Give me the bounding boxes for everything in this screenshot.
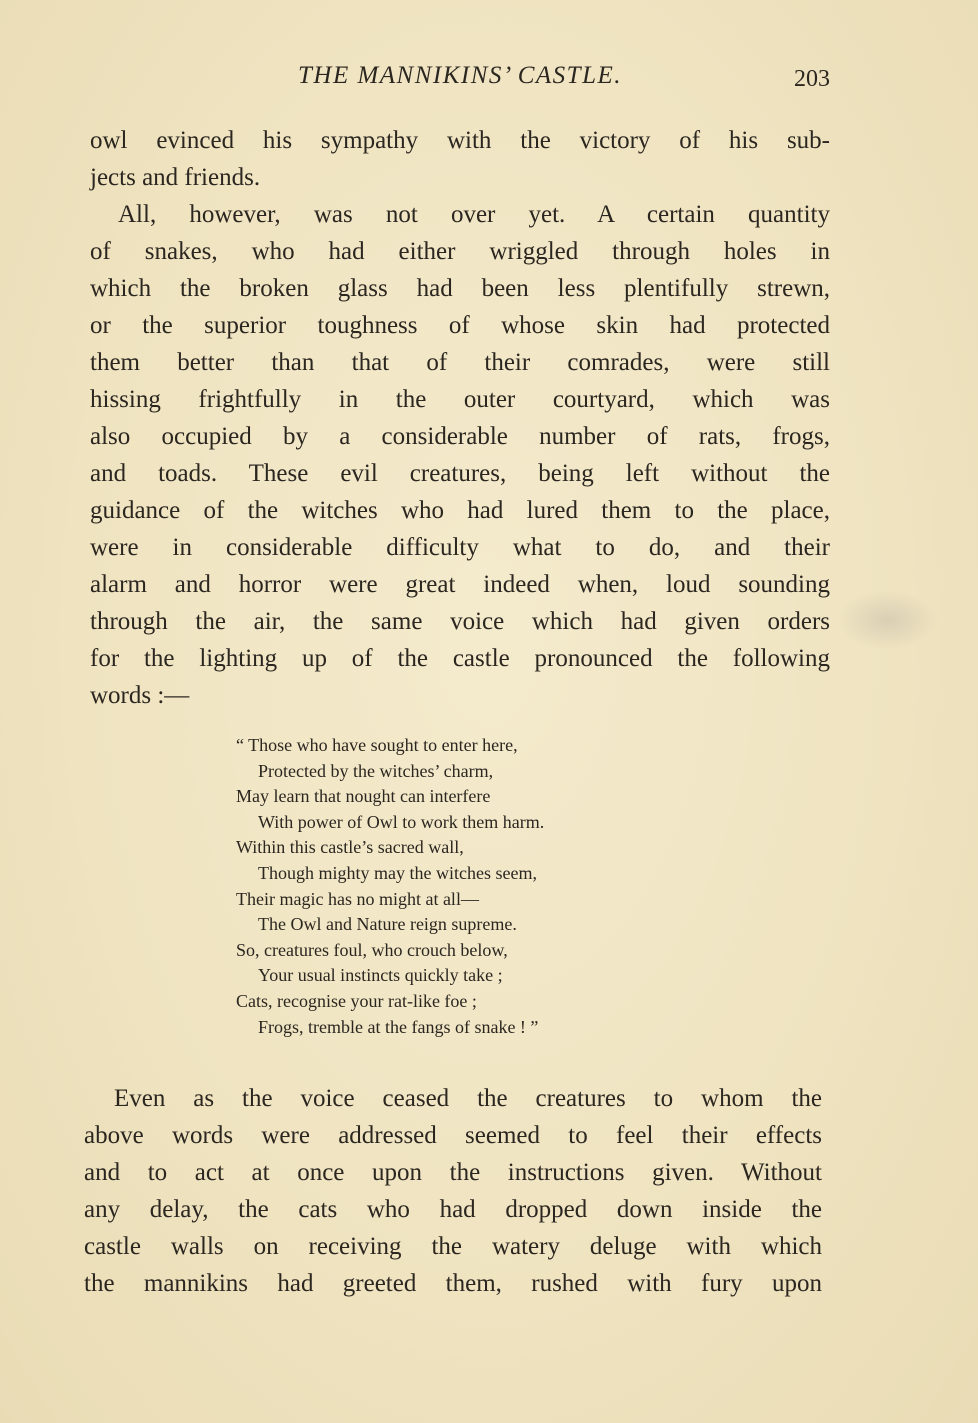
verse-line: Your usual instincts quickly take ; <box>258 965 503 986</box>
verse-line: Protected by the witches’ charm, <box>258 760 494 781</box>
text-line: castle walls on receiving the watery deluge with which <box>84 1233 822 1260</box>
paper-stain <box>838 590 938 650</box>
text-line: or the superior toughness of whose skin had protected <box>90 312 830 339</box>
verse-line: So, creatures foul, who crouch below, <box>236 939 508 960</box>
verse-line: Within this castle’s sacred wall, <box>236 837 464 858</box>
verse-line: May learn that nought can interfere <box>236 786 491 807</box>
verse-line: Though mighty may the witches seem, <box>258 862 537 883</box>
text-line: any delay, the cats who had dropped down inside the <box>84 1196 822 1223</box>
paragraph-1 <box>90 122 830 196</box>
paragraph-3 <box>84 1080 822 1302</box>
text-line: through the air, the same voice which had given orders <box>90 608 830 635</box>
text-line: them better than that of their comrades, were still <box>90 349 830 376</box>
text-line: for the lighting up of the castle pronounced the following <box>90 645 830 672</box>
verse-line: Cats, recognise your rat-like foe ; <box>236 990 477 1011</box>
text-line: and toads. These evil creatures, being left without the <box>90 460 830 487</box>
text-line: guidance of the witches who had lured them to the place, <box>90 497 830 524</box>
verse-line: Their magic has no might at all— <box>236 888 479 909</box>
text-line: words :— <box>90 682 190 709</box>
text-line: of snakes, who had either wriggled through holes in <box>90 238 830 265</box>
text-line: were in considerable difficulty what to do, and their <box>90 534 830 561</box>
text-line: All, however, was not over yet. A certain quantity <box>118 201 830 228</box>
text-line: also occupied by a considerable number of rats, frogs, <box>90 423 830 450</box>
paragraph-2 <box>90 196 830 714</box>
verse-block <box>236 733 696 1040</box>
text-line: hissing frightfully in the outer courtyard, which was <box>90 386 830 413</box>
page-number: 203 <box>794 66 830 92</box>
text-line: alarm and horror were great indeed when, loud sounding <box>90 571 830 598</box>
text-line: above words were addressed seemed to feel their effects <box>84 1122 822 1149</box>
text-line: jects and friends. <box>90 164 261 191</box>
verse-line: Frogs, tremble at the fangs of snake ! ” <box>258 1016 539 1037</box>
verse-line: “ Those who have sought to enter here, <box>236 735 518 755</box>
text-line: and to act at once upon the instructions given. Without <box>84 1159 822 1186</box>
text-line: Even as the voice ceased the creatures to whom the <box>114 1085 822 1112</box>
text-line: owl evinced his sympathy with the victory of his sub- <box>90 127 830 154</box>
verse-line: The Owl and Nature reign supreme. <box>258 914 517 935</box>
text-line: which the broken glass had been less plentifully strewn, <box>90 275 830 302</box>
running-title: THE MANNIKINS’ CASTLE. <box>297 62 622 89</box>
text-line: the mannikins had greeted them, rushed with fury upon <box>84 1270 822 1297</box>
verse-line: With power of Owl to work them harm. <box>258 811 545 832</box>
page-header <box>90 58 830 98</box>
